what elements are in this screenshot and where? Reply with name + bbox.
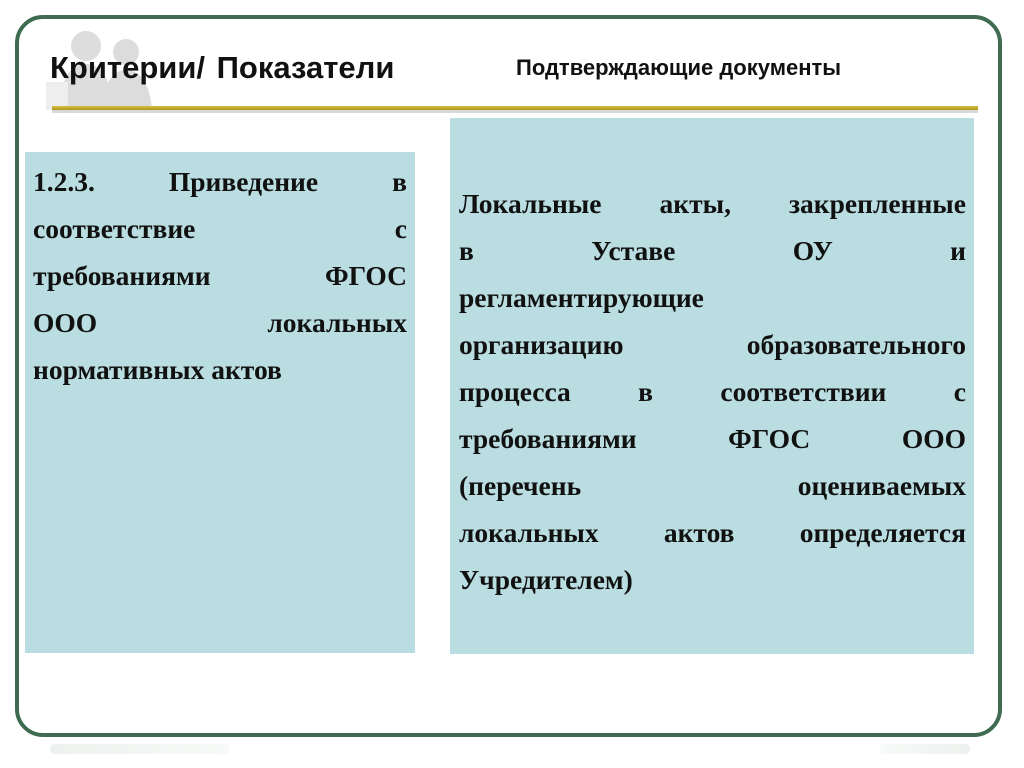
slide-title: Критерии/ Показатели [50, 50, 395, 85]
documents-text-word: образовательного [746, 329, 966, 360]
criteria-text-line [33, 299, 407, 346]
slide-subtitle: Подтверждающие документы [516, 55, 842, 80]
criteria-text-word: ООО [33, 307, 98, 338]
documents-text-word: соответствии [720, 376, 887, 407]
criteria-text-word: 1.2.3. [33, 166, 95, 197]
documents-text-word: локальных [459, 517, 599, 548]
documents-text-word: акты, [659, 188, 731, 219]
criteria-text-word: требованиями [33, 260, 211, 291]
criteria-text-word: в [392, 166, 407, 197]
documents-text-word: в [638, 376, 654, 407]
documents-text-word: с [953, 376, 966, 407]
title-divider-shadow [52, 110, 978, 113]
criteria-text-line [33, 252, 407, 299]
documents-text-word: регламентирующие [459, 282, 704, 313]
documents-text-word: ФГОС [728, 423, 811, 454]
documents-text-word: ООО [901, 423, 966, 454]
documents-text-word: требованиями [459, 423, 637, 454]
criteria-text-word: с [394, 213, 407, 244]
documents-text-word: в [459, 235, 474, 266]
documents-text-word: актов [663, 517, 735, 548]
documents-text-word: определяется [799, 517, 966, 548]
criteria-text-word: локальных [267, 307, 407, 338]
criteria-text-word: соответствие [33, 213, 196, 244]
criteria-panel [25, 152, 415, 653]
documents-text-word: Учредителем) [459, 564, 633, 595]
documents-text-word: закрепленные [788, 188, 966, 219]
documents-text-line [459, 180, 966, 227]
documents-text-line [459, 274, 966, 321]
documents-panel [450, 118, 974, 654]
criteria-text-line [33, 158, 407, 205]
documents-text-line [459, 368, 966, 415]
criteria-text-word: нормативных актов [33, 354, 282, 385]
documents-text-word: оцениваемых [797, 470, 966, 501]
criteria-text-word: Приведение [168, 166, 319, 197]
documents-text-word: Локальные [459, 188, 602, 219]
documents-text-line [459, 227, 966, 274]
footer-decoration [50, 744, 230, 754]
criteria-text-word: ФГОС [324, 260, 407, 291]
documents-text-word: Уставе [591, 235, 676, 266]
documents-text-word: процесса [459, 376, 571, 407]
documents-text-line [459, 509, 966, 556]
documents-text-word: организацию [459, 329, 624, 360]
documents-text-line [459, 556, 966, 603]
footer-decoration-right [880, 744, 970, 754]
documents-text-word: (перечень [459, 470, 582, 501]
documents-text-word: ОУ [792, 235, 833, 266]
documents-text-line [459, 462, 966, 509]
documents-text-line [459, 321, 966, 368]
documents-text-word: и [950, 235, 966, 266]
criteria-text-line [33, 346, 407, 393]
documents-text-line [459, 415, 966, 462]
criteria-text-line [33, 205, 407, 252]
